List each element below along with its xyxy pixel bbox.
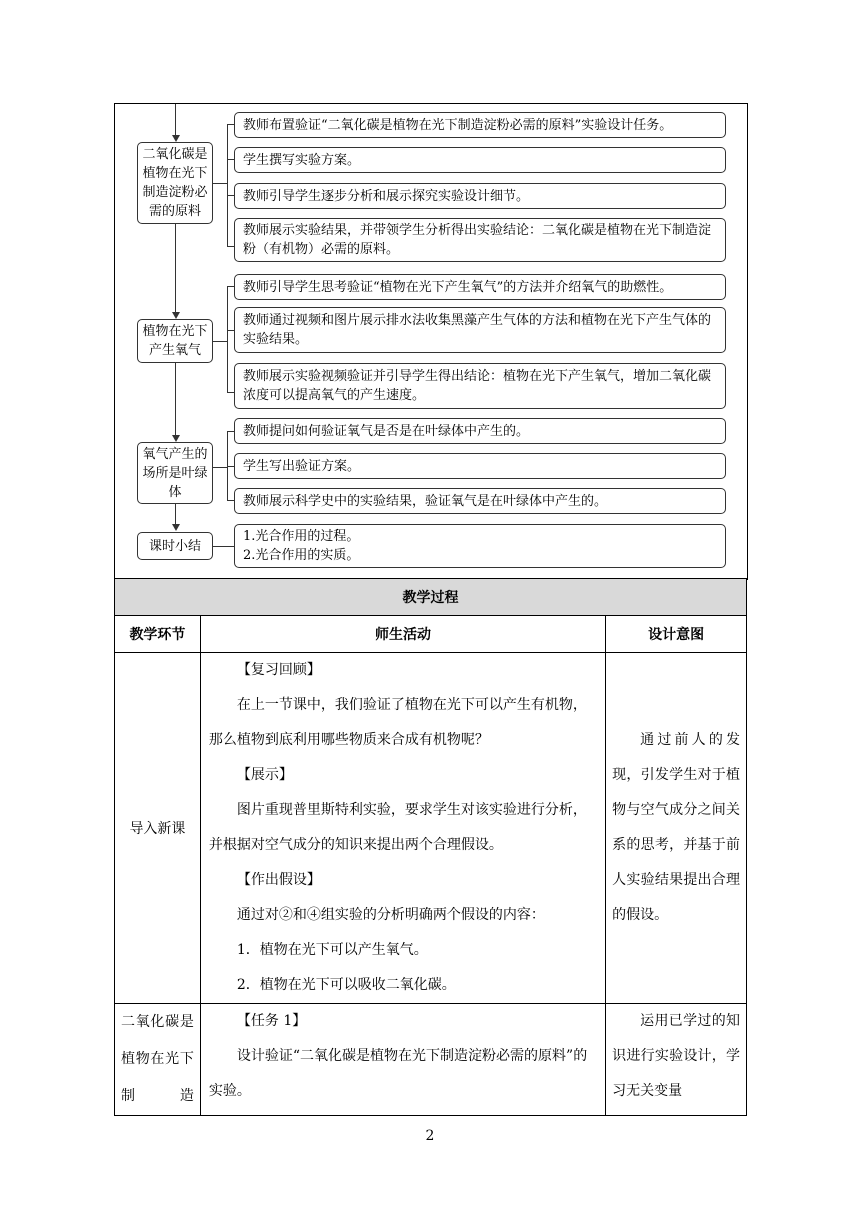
flow-node-co2 (137, 142, 213, 224)
column-header: 师生活动 (200, 616, 605, 653)
flow-step (234, 307, 726, 353)
intent-text: 通过前人的发现，引发学生对于植物与空气成分之间关系的思考，并基于前人实验结果提出合理的假设。 (612, 732, 740, 923)
connector-line (213, 467, 227, 468)
arrow-down-icon (172, 135, 180, 142)
flow-step-text: 教师引导学生思考验证“植物在光下产生氧气”的方法并介绍氧气的助燃性。 (243, 279, 673, 295)
intent-cell (606, 1004, 747, 1116)
connector-line (213, 183, 227, 184)
flow-node-summary (137, 532, 213, 560)
table-row (115, 1004, 747, 1116)
flow-step-text: 学生撰写实验方案。 (243, 152, 361, 168)
flow-node-oxygen (137, 319, 213, 363)
activity-line: 【任务 1】 (236, 1013, 307, 1029)
flow-node-chloroplast (137, 442, 213, 504)
flow-step (234, 183, 726, 209)
flow-step-text: 教师展示实验结果，并带领学生分析得出实验结论：二氧化碳是植物在光下制造淀粉（有机物）必需的原料。 (243, 223, 712, 257)
flow-step-text: 2.光合作用的实质。 (243, 548, 360, 563)
intent-text: 运用已学过的知识进行实验设计，学习无关变量 (612, 1013, 740, 1099)
flow-step-text: 教师提问如何验证氧气是否是在叶绿体中产生的。 (243, 423, 530, 439)
activity-line: 【作出假设】 (236, 872, 321, 888)
flow-step-text: 教师展示实验视频验证并引导学生得出结论：植物在光下产生氧气，增加二氧化碳浓度可以提高氧气的产生速度。 (243, 369, 712, 403)
column-header: 设计意图 (606, 616, 747, 653)
flow-step-text: 教师引导学生逐步分析和展示探究实验设计细节。 (243, 188, 530, 204)
stage-cell: 导入新课 (115, 653, 201, 1004)
table-row (115, 653, 747, 1004)
activity-cell (200, 653, 605, 1004)
flow-step (234, 218, 726, 262)
stage-cell: 二氧化碳是植物在光下制造 (115, 1004, 201, 1116)
flow-step (234, 274, 726, 300)
connector-line (227, 286, 228, 393)
flow-step (234, 363, 726, 409)
flow-step-text: 教师通过视频和图片展示排水法收集黑藻产生气体的方法和植物在光下产生气体的实验结果。 (243, 313, 712, 347)
arrow-down-icon (172, 435, 180, 442)
flow-step (234, 418, 726, 444)
connector-line (175, 504, 176, 526)
flow-step-summary (234, 524, 726, 568)
flow-node-label: 植物在光下产生氧气 (142, 324, 208, 358)
activity-line: 【展示】 (236, 767, 293, 783)
flow-step-text: 1.光合作用的过程。 (243, 529, 360, 544)
teaching-flowchart (114, 103, 748, 580)
connector-line (175, 104, 176, 136)
activity-line: 在上一节课中，我们验证了植物在光下可以产生有机物，那么植物到底利用哪些物质来合成有机物呢？ (208, 697, 587, 748)
connector-line (175, 224, 176, 314)
connector-line (213, 341, 227, 342)
connector-line (227, 124, 228, 247)
activity-line: 【复习回顾】 (236, 662, 321, 678)
page-number: 2 (425, 1128, 435, 1144)
column-header: 教学环节 (115, 616, 201, 653)
flow-step (234, 453, 726, 479)
flow-node-label: 课时小结 (148, 538, 201, 554)
table-title-row (115, 579, 747, 616)
flow-step-text: 教师展示科学史中的实验结果，验证氧气是在叶绿体中产生的。 (243, 493, 608, 509)
connector-line (175, 363, 176, 438)
flow-step-text: 学生写出验证方案。 (243, 458, 361, 474)
teaching-process-table (114, 578, 747, 1116)
table-title: 教学过程 (115, 579, 747, 616)
flow-node-label: 氧气产生的场所是叶绿体 (142, 446, 208, 500)
arrow-down-icon (172, 524, 180, 531)
activity-line: 图片重现普里斯特利实验，要求学生对该实验进行分析，并根据对空气成分的知识来提出两个合理假设。 (208, 802, 587, 853)
arrow-down-icon (172, 312, 180, 319)
flow-step-text: 教师布置验证“二氧化碳是植物在光下制造淀粉必需的原料”实验设计任务。 (243, 117, 673, 133)
intent-cell (606, 653, 747, 1004)
flow-node-label: 二氧化碳是植物在光下制造淀粉必需的原料 (142, 147, 208, 219)
activity-line: 设计验证“二氧化碳是植物在光下制造淀粉必需的原料”的实验。 (208, 1048, 588, 1099)
flow-step (234, 488, 726, 514)
activity-line: 1．植物在光下可以产生氧气。 (236, 942, 428, 958)
connector-line (213, 546, 234, 547)
activity-cell (200, 1004, 605, 1116)
flow-step (234, 147, 726, 173)
activity-line: 2．植物在光下可以吸收二氧化碳。 (236, 977, 456, 993)
activity-line: 通过对②和④组实验的分析明确两个假设的内容： (236, 907, 545, 923)
flow-step (234, 112, 726, 138)
table-header-row (115, 616, 747, 653)
